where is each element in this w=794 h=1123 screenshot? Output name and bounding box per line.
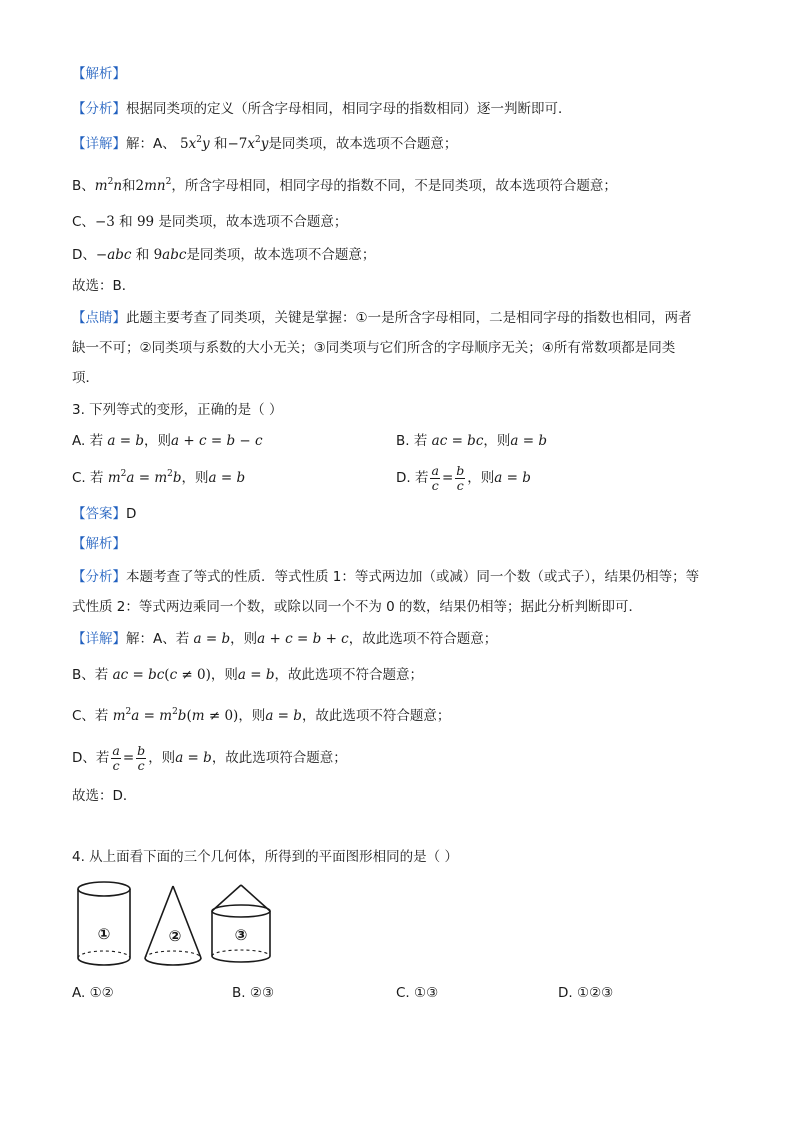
q3-detail-d-prefix: D、若 (72, 750, 110, 766)
term-b2-coef: 2 (135, 178, 145, 194)
detail-frac-a-over-c: $\frac{a}{c}$ (112, 742, 120, 773)
q3-option-d: D. 若 $\frac{a}{c}$ = $\frac{b}{c}$ ，则a = b (396, 462, 531, 493)
detail-a-prefix: 解：A、 (126, 136, 176, 152)
cylinder-shape (78, 882, 130, 965)
term-c1: −3 (94, 214, 115, 230)
detail-a-text: 是同类项，故本选项不合题意； (268, 136, 458, 152)
q3-detail-b-prefix: B、若 (72, 667, 109, 683)
frac-b-over-c: $\frac{b}{c}$ (456, 462, 465, 493)
detail-c-text: 是同类项，故本选项不合题意； (158, 214, 348, 230)
q3-detail-d-text: ，故此选项符合题意； (211, 750, 347, 766)
and-d: 和 (135, 247, 150, 263)
dianjing-tag: 【点睛】 (72, 310, 126, 326)
q3-detail-c-prefix: C、若 (72, 708, 109, 724)
q2-dianjing-line1 (72, 308, 692, 328)
q3-analysis-line2: 式性质 2：等式两边乘同一个数，或除以同一个不为 0 的数，结果仍相等；据此分析判断即可． (72, 599, 643, 615)
q2-answer: 故选：B． (72, 278, 136, 294)
opt-a-then: ，则 (144, 433, 172, 449)
q4-figure (72, 880, 292, 976)
q3-analysis-line1 (72, 567, 699, 587)
q4-option-a: A. ①② (72, 985, 114, 1001)
q3-option-a: A. 若 a = b，则a + c = b − c (72, 433, 263, 449)
cone-shape (145, 886, 201, 965)
and-b: 和 (122, 178, 136, 194)
q4-option-c: C. ①③ (396, 985, 439, 1001)
q2-detail-a: 【详解】解：A、 $5x^2y$ 和$-7x^2y$是同类项，故本选项不合题意； (72, 135, 458, 152)
q3-detail-d: D、若 $\frac{a}{c}$ = $\frac{b}{c}$ ，则a = b，故此选项符合题意； (72, 742, 347, 773)
fenxi-tag: 【分析】 (72, 101, 126, 117)
q2-dianjing-line3: 项． (72, 370, 99, 386)
and-a: 和 (213, 136, 228, 152)
detail-frac-b-over-c: $\frac{b}{c}$ (137, 742, 146, 773)
q4-stem: 4. 从上面看下面的三个几何体，所得到的平面图形相同的是（ ） (72, 849, 458, 865)
opt-b-label: B. 若 (396, 433, 428, 449)
solids-figure (72, 880, 292, 972)
q2-dianjing-line2: 缺一不可；②同类项与系数的大小无关；③同类项与它们所含的字母顺序无关；④所有常数项都是同类 (72, 340, 676, 356)
opt-a-label: A. 若 (72, 433, 104, 449)
term-c2: 99 (136, 214, 155, 230)
q3-detail-b-text: ，故此选项不符合题意； (274, 667, 424, 683)
q2-detail-b: B、$m^2n$和$2mn^2$，所含字母相同，相同字母的指数不同，不是同类项，故本选项符合题意； (72, 177, 617, 194)
q3-detail-b-then: ，则 (210, 667, 238, 683)
term-d1-sign: − (95, 247, 108, 263)
term-d2-coef: 9 (153, 247, 163, 263)
term-a1-coef: 5 (180, 136, 189, 152)
q3-detail-b: B、若 ac = bc(c ≠ 0)，则a = b，故此选项不符合题意； (72, 667, 424, 683)
and-c: 和 (119, 214, 133, 230)
q3-jiexi-heading: 【解析】 (72, 536, 126, 552)
q3-answer (72, 504, 136, 524)
cylinder-cone-shape (212, 885, 270, 962)
q4-option-b: B. ②③ (232, 985, 275, 1001)
jiexi-heading: 【解析】 (72, 66, 126, 82)
q3-final: 故选：D． (72, 788, 137, 804)
detail-c-prefix: C、 (72, 214, 95, 230)
xiangjie-tag: 【详解】 (72, 136, 126, 152)
opt-c-label: C. 若 (72, 470, 104, 486)
q3-detail-c-then: ，则 (238, 708, 266, 724)
detail-d-text: 是同类项，故本选项不合题意； (186, 247, 376, 263)
q3-stem: 3. 下列等式的变形，正确的是（ ） (72, 402, 283, 418)
fig-label-3: ③ (234, 926, 248, 944)
dianjing-text-1: 此题主要考查了同类项，关键是掌握：①一是所含字母相同，二是相同字母的指数也相同，两者 (126, 310, 692, 326)
q3-detail-a-then: ，则 (230, 631, 258, 647)
opt-c-then: ，则 (181, 470, 209, 486)
q2-detail-d: D、−abc 和 9abc是同类项，故本选项不合题意； (72, 247, 376, 263)
term-a2-coef: −7 (227, 136, 248, 152)
opt-d-then: ，则 (467, 470, 495, 486)
detail-d-prefix: D、 (72, 247, 96, 263)
q3-fenxi-text-1: 本题考查了等式的性质．等式性质 1：等式两边加（或减）同一个数（或式子），结果仍相等；等 (126, 569, 700, 585)
fenxi-text: 根据同类项的定义（所含字母相同，相同字母的指数相同）逐一判断即可． (126, 101, 572, 117)
answer-tag: 【答案】 (72, 506, 126, 522)
q3-option-b: B. 若 ac = bc，则a = b (396, 433, 547, 449)
opt-d-label: D. 若 (396, 470, 429, 486)
q3-fenxi-tag: 【分析】 (72, 569, 126, 585)
fig-label-2: ② (168, 927, 182, 945)
q2-detail-c (72, 212, 347, 232)
frac-a-over-c: $\frac{a}{c}$ (431, 462, 439, 493)
answer-value: D (126, 506, 137, 522)
q3-detail-c: C、若 $m^2a = m^2b(m \ne 0)$，则a = b，故此选项不符合题意； (72, 707, 451, 724)
detail-b-text: ，所含字母相同，相同字母的指数不同，不是同类项，故本选项符合题意； (171, 178, 617, 194)
fig-label-1: ① (97, 925, 111, 943)
q3-detail-a-text: ，故此选项不符合题意； (348, 631, 498, 647)
detail-b-prefix: B、 (72, 178, 95, 194)
q3-detail-c-text: ，故此选项不符合题意； (301, 708, 451, 724)
q3-xiangjie-tag: 【详解】 (72, 631, 126, 647)
q2-analysis (72, 99, 572, 119)
q3-detail-a: 【详解】解：A、若 a = b，则a + c = b + c，故此选项不符合题意； (72, 631, 498, 647)
q4-option-d: D. ①②③ (558, 985, 614, 1001)
q3-detail-a-prefix: 解：A、若 (126, 631, 190, 647)
opt-b-then: ，则 (483, 433, 511, 449)
q3-detail-d-then: ，则 (148, 750, 176, 766)
q3-option-c: C. 若 $m^2a = m^2b$，则a = b (72, 469, 246, 486)
